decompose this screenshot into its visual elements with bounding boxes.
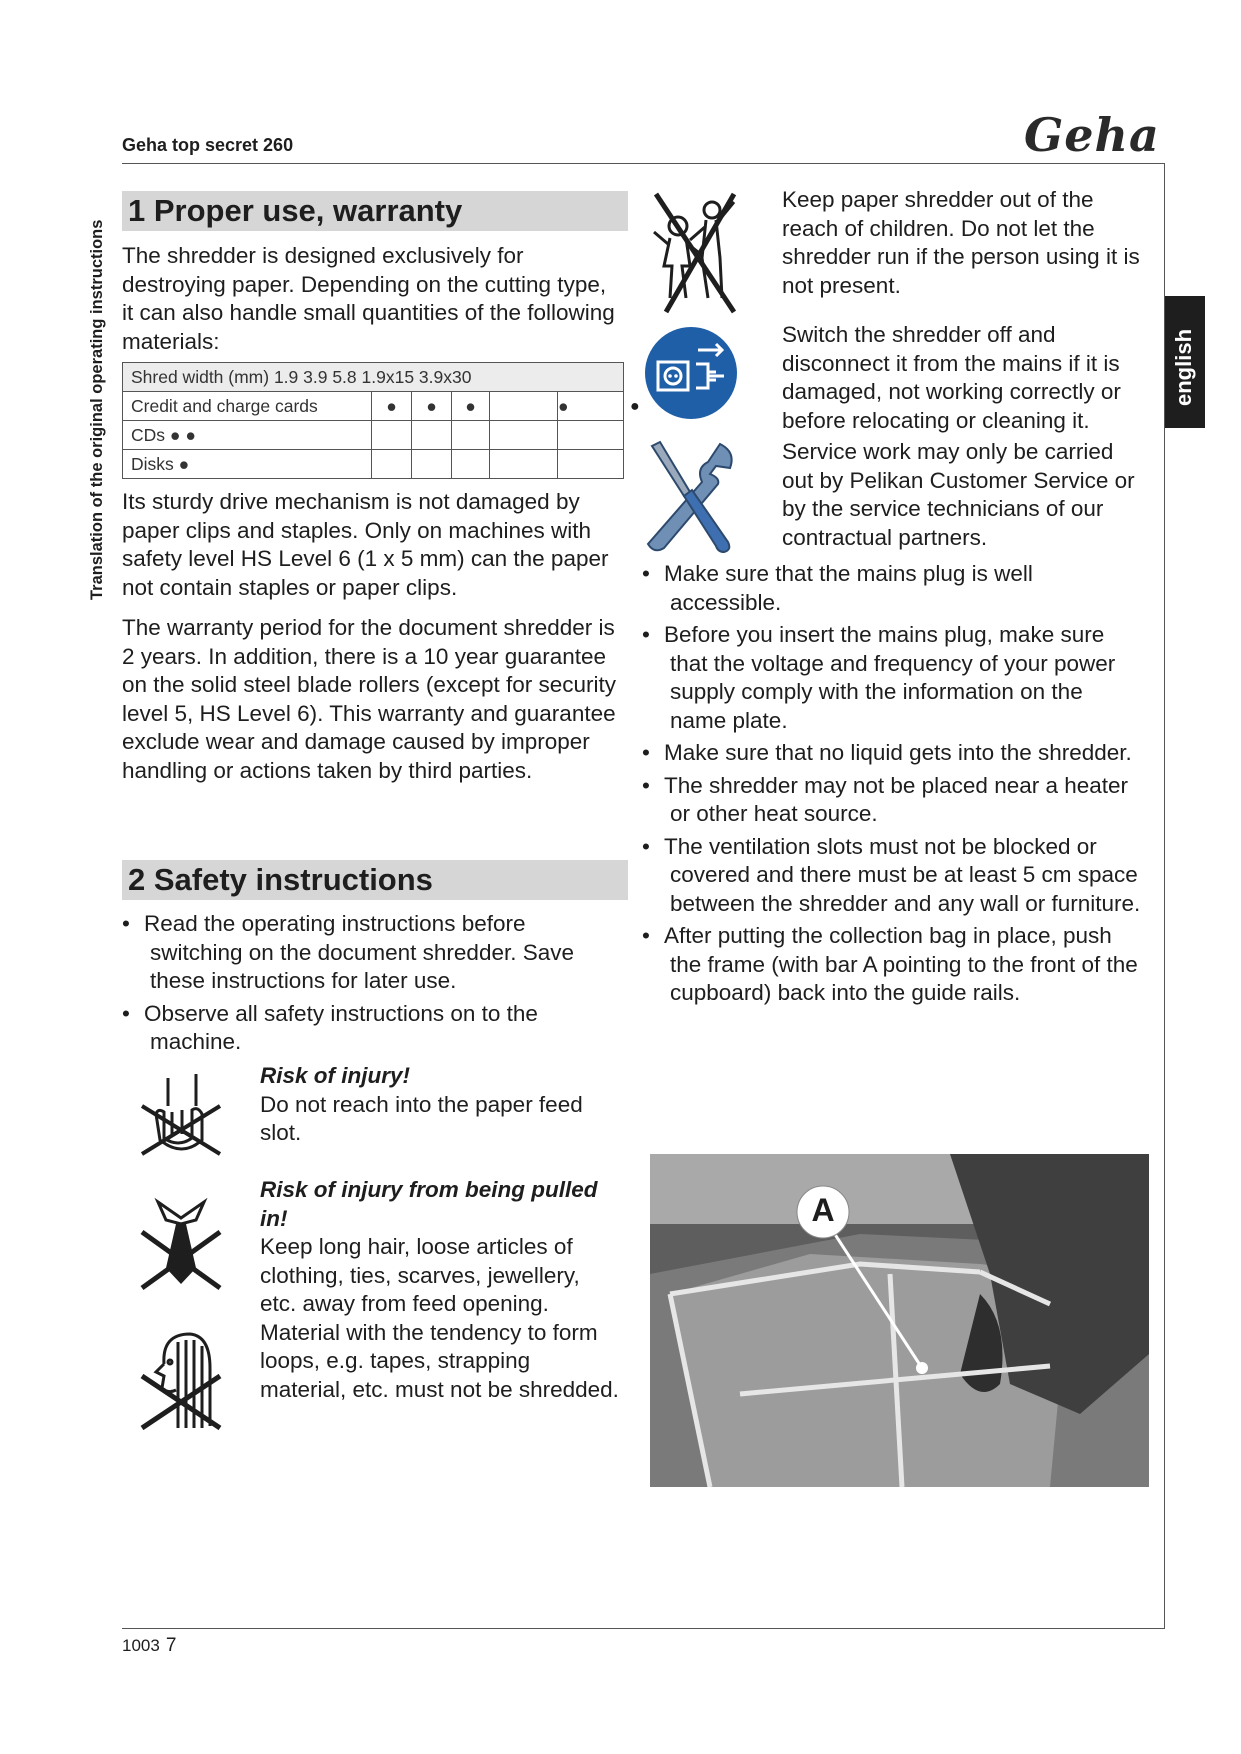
table-cell: ● <box>412 392 452 421</box>
service-instruction: Service work may only be carried out by Pelikan Customer Service or by the service technicians of our contractual partners. <box>782 439 1135 550</box>
warning1-title: Risk of injury! <box>260 1063 411 1088</box>
table-header-cell: Shred width (mm) 1.9 3.9 5.8 1.9x15 3.9x30 <box>123 363 624 392</box>
section2-bullets <box>122 910 612 1061</box>
table-row <box>123 392 624 421</box>
table-row-label: Disks ● <box>123 450 372 479</box>
list-item: • The ventilation slots must not be blocked or covered and there must be at least 5 cm space between the shredder and any wall or furniture. <box>642 833 1142 919</box>
warning1-text: Do not reach into the paper feed slot. <box>260 1091 583 1145</box>
table-cell <box>372 450 412 479</box>
photo-label-a: A <box>811 1192 835 1228</box>
list-item: • Observe all safety instructions on to the machine. <box>122 1000 612 1057</box>
table-cell <box>452 421 490 450</box>
hair-warning-icon <box>138 1328 224 1432</box>
list-item: • Read the operating instructions before switching on the document shredder. Save these instructions for later use. <box>122 910 612 996</box>
table-cell <box>372 421 412 450</box>
language-tab-label: english <box>1171 328 1196 406</box>
photo-illustration <box>650 1154 1149 1487</box>
tie-warning-icon <box>138 1196 224 1292</box>
unplug-instruction: Switch the shredder off and disconnect it from the mains if it is damaged, not working correctly or before relocating or cleaning it. <box>782 322 1121 433</box>
table-cell <box>490 450 558 479</box>
stray-mark: ● <box>630 398 640 415</box>
list-item: • Before you insert the mains plug, make sure that the voltage and frequency of your power supply comply with the information on the name plate. <box>642 621 1142 735</box>
table-cell <box>412 450 452 479</box>
list-item: • After putting the collection bag in place, push the frame (with bar A pointing to the front of the cupboard) back into the guide rails. <box>642 922 1142 1008</box>
section2-heading: 2 Safety instructions <box>122 860 628 900</box>
unplug-icon <box>644 326 738 420</box>
top-rule <box>122 163 1165 164</box>
brand-logo: Geha <box>1024 108 1160 162</box>
page-number: 7 <box>165 1635 177 1656</box>
table-row <box>123 450 624 479</box>
table-cell <box>412 421 452 450</box>
bottom-rule <box>122 1628 1165 1629</box>
warning2-text: Keep long hair, loose articles of clothing, ties, scarves, jewellery, etc. away from feed opening. <box>260 1234 580 1316</box>
table-cell: ● <box>558 392 624 421</box>
table-cell <box>490 421 558 450</box>
section1-para3: The warranty period for the document shredder is 2 years. In addition, there is a 10 year guarantee on the solid steel blade rollers (except for security level 5, HS Level 6). This warranty and guarantee exclude wear and damage caused by improper handling or actions taken by third parties. <box>122 615 616 783</box>
hand-warning-icon <box>138 1068 224 1160</box>
section1-para2: Its sturdy drive mechanism is not damaged by paper clips and staples. Only on machines with safety level HS Level 6 (1 x 5 mm) can the paper not contain staples or paper clips. <box>122 489 609 600</box>
warning2-title: Risk of injury from being pulled in! <box>260 1177 598 1231</box>
service-tools-icon <box>640 438 740 554</box>
page-footer <box>122 1635 176 1657</box>
collection-bag-photo <box>650 1154 1149 1487</box>
list-item: • Make sure that no liquid gets into the shredder. <box>642 739 1142 768</box>
section1-heading: 1 Proper use, warranty <box>122 191 628 231</box>
no-children-icon <box>650 188 742 318</box>
shred-table <box>122 362 624 479</box>
table-cell <box>452 450 490 479</box>
language-tab <box>1165 296 1205 428</box>
section1-intro: The shredder is designed exclusively for destroying paper. Depending on the cutting type, it can also handle small quantities of the following materials: <box>122 243 615 354</box>
table-cell: ● <box>452 392 490 421</box>
table-cell <box>558 421 624 450</box>
list-item: • Make sure that the mains plug is well accessible. <box>642 560 1142 617</box>
table-row-label: CDs ● ● <box>123 421 372 450</box>
warning2 <box>260 1176 622 1404</box>
right-bullets <box>642 560 1142 1012</box>
table-cell <box>558 450 624 479</box>
warning3-text: Material with the tendency to form loops, e.g. tapes, strapping material, etc. must not be shredded. <box>260 1319 619 1402</box>
table-cell <box>490 392 558 421</box>
table-row-label: Credit and charge cards <box>123 392 372 421</box>
children-warning: Keep paper shredder out of the reach of children. Do not let the shredder run if the person using it is not present. <box>782 187 1140 298</box>
document-title: Geha top secret 260 <box>122 135 294 155</box>
warning1 <box>260 1062 620 1148</box>
list-item: • The shredder may not be placed near a heater or other heat source. <box>642 772 1142 829</box>
table-header-row <box>123 363 624 392</box>
side-label: Translation of the original operating instructions <box>88 219 106 600</box>
table-row <box>123 421 624 450</box>
table-cell: ● <box>372 392 412 421</box>
document-code: 1003 <box>122 1636 160 1655</box>
